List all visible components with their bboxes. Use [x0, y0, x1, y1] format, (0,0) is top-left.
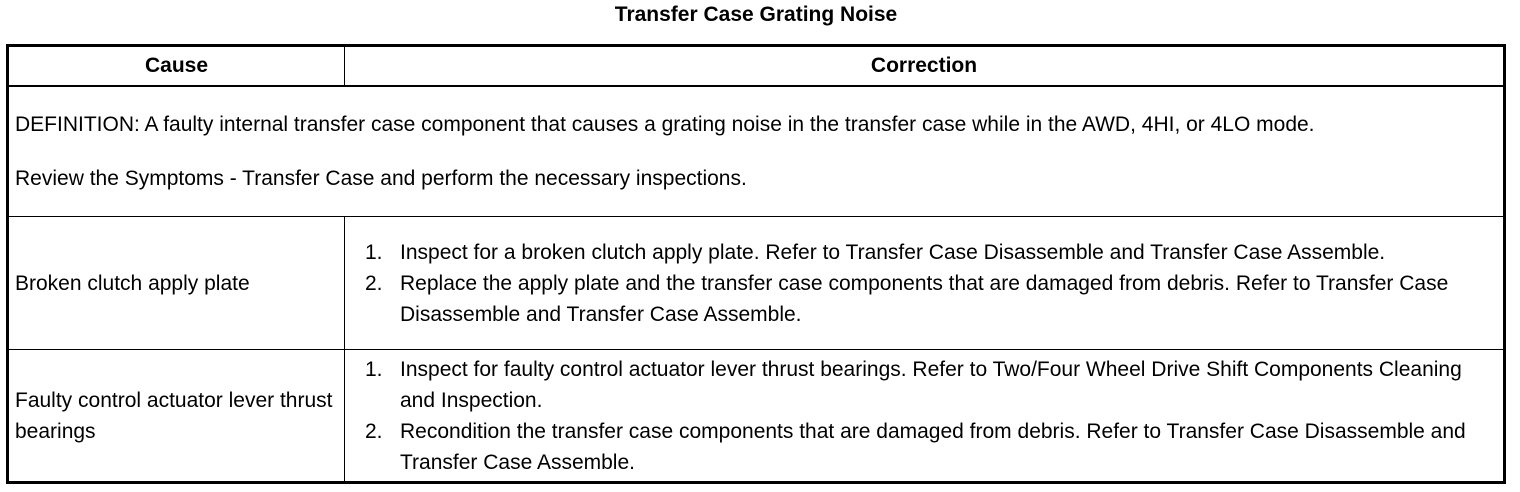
step-text: Recondition the transfer case components that are damaged from debris. Refer to Transfer Case Disassemble and Transfer Case Assemble. [400, 419, 1466, 474]
step-number: 2. [365, 271, 383, 295]
step-number: 2. [365, 419, 383, 443]
definition-spacer [15, 140, 1503, 164]
correction-steps [351, 237, 1503, 330]
correction-column-header: Correction [345, 46, 1505, 87]
definition-text: DEFINITION: A faulty internal transfer case component that causes a grating noise in the transfer case while in the AWD, 4HI, or 4LO mode. [15, 112, 1315, 136]
step-number: 1. [365, 357, 383, 381]
step-text: Inspect for faulty control actuator lever thrust bearings. Refer to Two/Four Wheel Drive Shift Components Cleaning and Inspection. [400, 357, 1462, 412]
definition-row [8, 86, 1505, 217]
definition-note: Review the Symptoms - Transfer Case and perform the necessary inspections. [15, 166, 747, 190]
table-row [8, 217, 1505, 350]
cause-cell: Faulty control actuator lever thrust bearings [8, 350, 345, 483]
correction-steps [351, 354, 1503, 478]
cause-cell: Broken clutch apply plate [8, 217, 345, 350]
step-text: Replace the apply plate and the transfer case components that are damaged from debris. Refer to Transfer Case Disassemble and Transfer Case Assemble. [400, 271, 1449, 326]
cause-column-header: Cause [8, 46, 345, 87]
definition-cell [8, 86, 1505, 217]
correction-step [351, 354, 1503, 416]
correction-step [351, 416, 1503, 478]
page-title: Transfer Case Grating Noise [614, 3, 898, 26]
correction-cell [345, 217, 1505, 350]
correction-step [351, 237, 1503, 268]
correction-cell [345, 350, 1505, 483]
step-number: 1. [365, 240, 383, 264]
diagnostic-table [6, 44, 1506, 484]
correction-step [351, 268, 1503, 330]
table-row [8, 350, 1505, 483]
header-row [8, 46, 1505, 87]
step-text: Inspect for a broken clutch apply plate. Refer to Transfer Case Disassemble and Transfer Case Assemble. [400, 240, 1386, 264]
